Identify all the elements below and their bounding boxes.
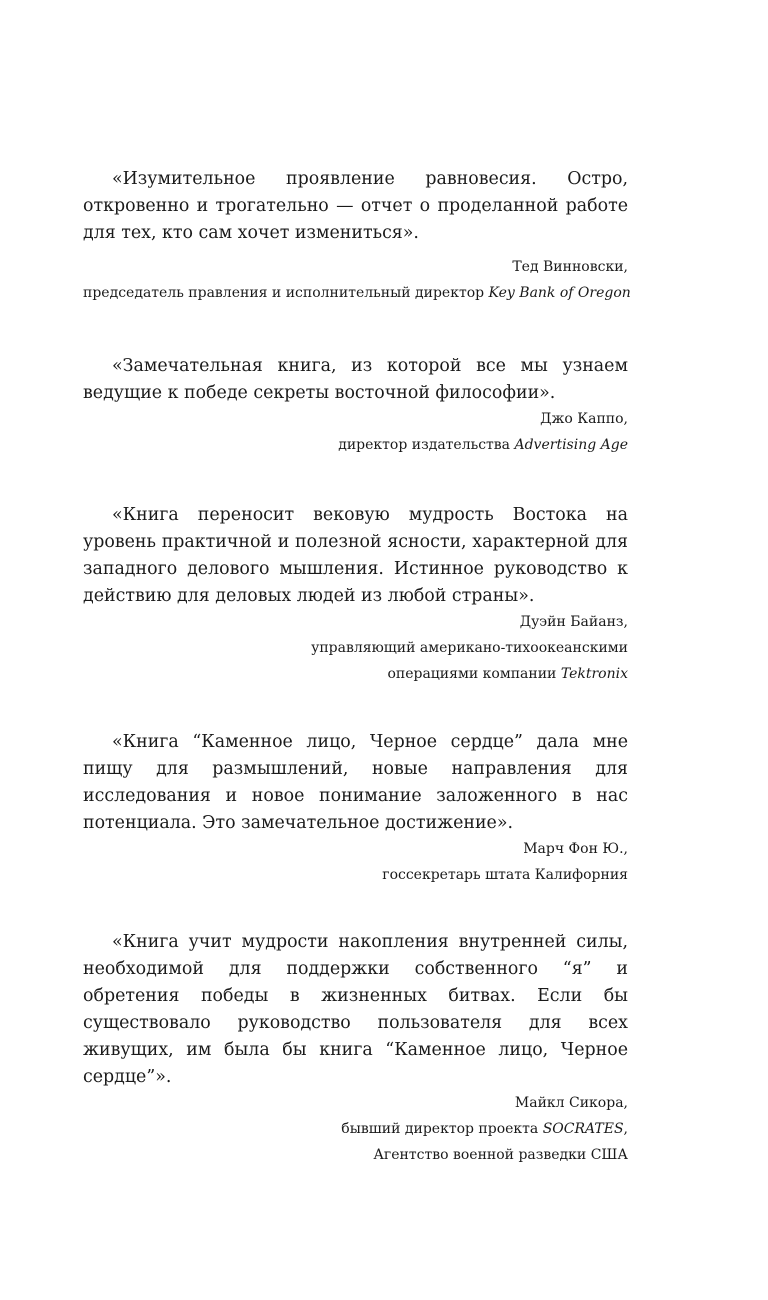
attribution-role: председатель правления и исполнительный директор Key Bank of Oregon (83, 285, 631, 301)
testimonial (83, 353, 628, 458)
organization-name: Key Bank of Oregon (488, 285, 631, 301)
organization-name: Tektronix (560, 666, 628, 682)
testimonial-attribution (83, 609, 628, 687)
testimonial-attribution (83, 1090, 628, 1168)
testimonial-quote: «Замечательная книга, из которой все мы узнаем ведущие к победе секреты восточной философии». (83, 356, 628, 403)
testimonial-attribution (83, 406, 628, 458)
testimonial (83, 502, 628, 687)
attribution-role: директор издательства Advertising Age (338, 437, 628, 453)
testimonial-quote: «Книга переносит вековую мудрость Востока на уровень практичной и полезной ясности, характерной для западного делового мышления. Истинное руководство к действию для деловых людей из любой страны». (83, 505, 628, 606)
testimonial (83, 929, 628, 1168)
attribution-role-line: управляющий американо-тихоокеанскими (311, 640, 628, 656)
testimonial-quote: «Книга “Каменное лицо, Черное сердце” дала мне пищу для размышлений, новые направления для исследования и новое понимание заложенного в нас потенциала. Это замечательное достижение». (83, 732, 628, 833)
attribution-role: бывший директор проекта SOCRATES, (341, 1121, 628, 1137)
attribution-name: Тед Винновски, (512, 259, 628, 275)
testimonial-quote: «Изумительное проявление равновесия. Остро, откровенно и трогательно — отчет о проделанной работе для тех, кто сам хочет измениться». (83, 169, 628, 243)
attribution-name: Марч Фон Ю., (523, 841, 628, 857)
attribution-role: операциями компании Tektronix (387, 666, 628, 682)
attribution-role: госсекретарь штата Калифорния (382, 867, 628, 883)
testimonial-attribution (83, 836, 628, 888)
attribution-name: Дуэйн Байанз, (519, 614, 628, 630)
attribution-name: Джо Каппо, (540, 411, 628, 427)
testimonial (83, 729, 628, 888)
organization-name: SOCRATES (542, 1121, 624, 1137)
testimonial-attribution (83, 254, 631, 306)
organization-name: Advertising Age (514, 437, 628, 453)
attribution-role-line: Агентство военной разведки США (373, 1147, 628, 1163)
attribution-name: Майкл Сикора, (514, 1095, 628, 1111)
testimonial-quote: «Книга учит мудрости накопления внутренней силы, необходимой для поддержки собственного “я” и обретения победы в жизненных битвах. Если бы существовало руководство пользователя для всех живущих, им была бы книга “Каменное лицо, Черное сердце”». (83, 932, 628, 1087)
testimonial (83, 166, 631, 306)
